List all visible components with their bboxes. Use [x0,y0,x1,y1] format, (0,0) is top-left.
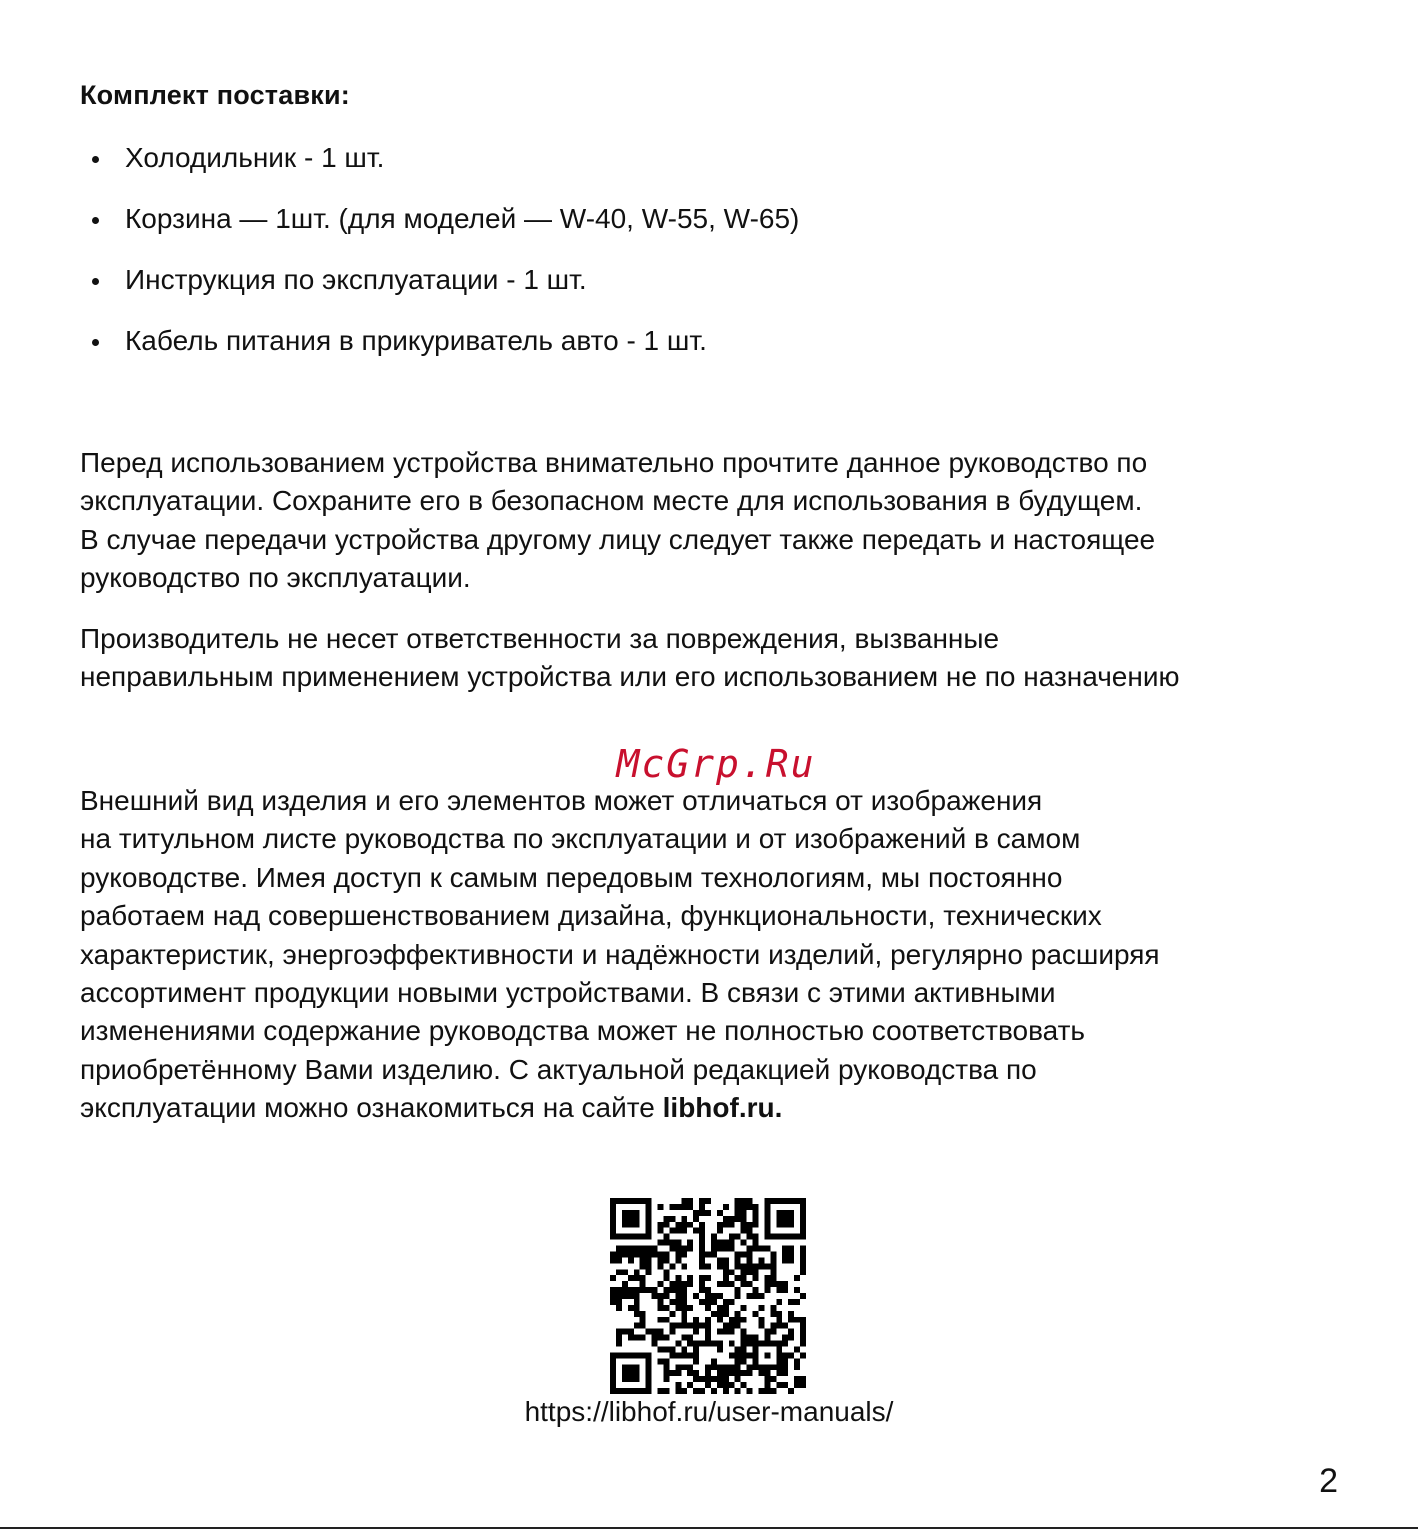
manuals-url[interactable]: https://libhof.ru/user-manuals/ [524,1396,894,1427]
kit-item-label: Инструкция по эксплуатации - 1 шт. [125,264,587,295]
kit-list [80,138,799,382]
disclaimer-text: Внешний вид изделия и его элементов может отличаться от изображения на титульном листе руководства по эксплуатации и от изображений в самом руководстве. Имея доступ к самым передовым технологиям, мы постоянно работаем над совершенствованием дизайна, функциональности, технических характеристик, энергоэффективности и надёжности изделий, регулярно расширяя ассортимент продукции новыми устройствами. В связи с этими активными изменениями содержание руководства может не полностью соответствовать приобретённому Вами изделию. С актуальной редакцией руководства по эксплуатации можно ознакомиться на сайте [80,785,1160,1124]
list-item [80,321,799,382]
watermark: McGrp.Ru [616,742,816,786]
liability-paragraph: Производитель не несет ответственности за повреждения, вызванные неправильным применением устройства или его использованием не по назначению [80,623,1180,693]
kit-item-label: Холодильник - 1 шт. [125,142,385,173]
bullet-icon [92,217,99,224]
site-link[interactable]: libhof.ru. [662,1092,783,1124]
list-item [80,260,799,321]
bullet-icon [92,278,99,285]
qr-code-icon[interactable] [610,1198,806,1394]
bullet-icon [92,339,99,346]
bullet-icon [92,156,99,163]
usage-warning-paragraph: Перед использованием устройства внимательно прочтите данное руководство по эксплуатации. Сохраните его в безопасном месте для использования в будущем. В случае передачи устройства другому лицу следует также передать и настоящее руководство по эксплуатации. [80,447,1156,594]
kit-heading: Комплект поставки: [80,80,350,110]
appearance-disclaimer-paragraph [80,782,1360,1128]
kit-item-label: Корзина — 1шт. (для моделей — W-40, W-55, W-65) [125,203,800,234]
list-item [80,138,799,199]
kit-item-label: Кабель питания в прикуриватель авто - 1 шт. [125,325,707,356]
page-number: 2 [1319,1462,1338,1500]
bottom-divider [0,1527,1418,1529]
list-item [80,199,799,260]
